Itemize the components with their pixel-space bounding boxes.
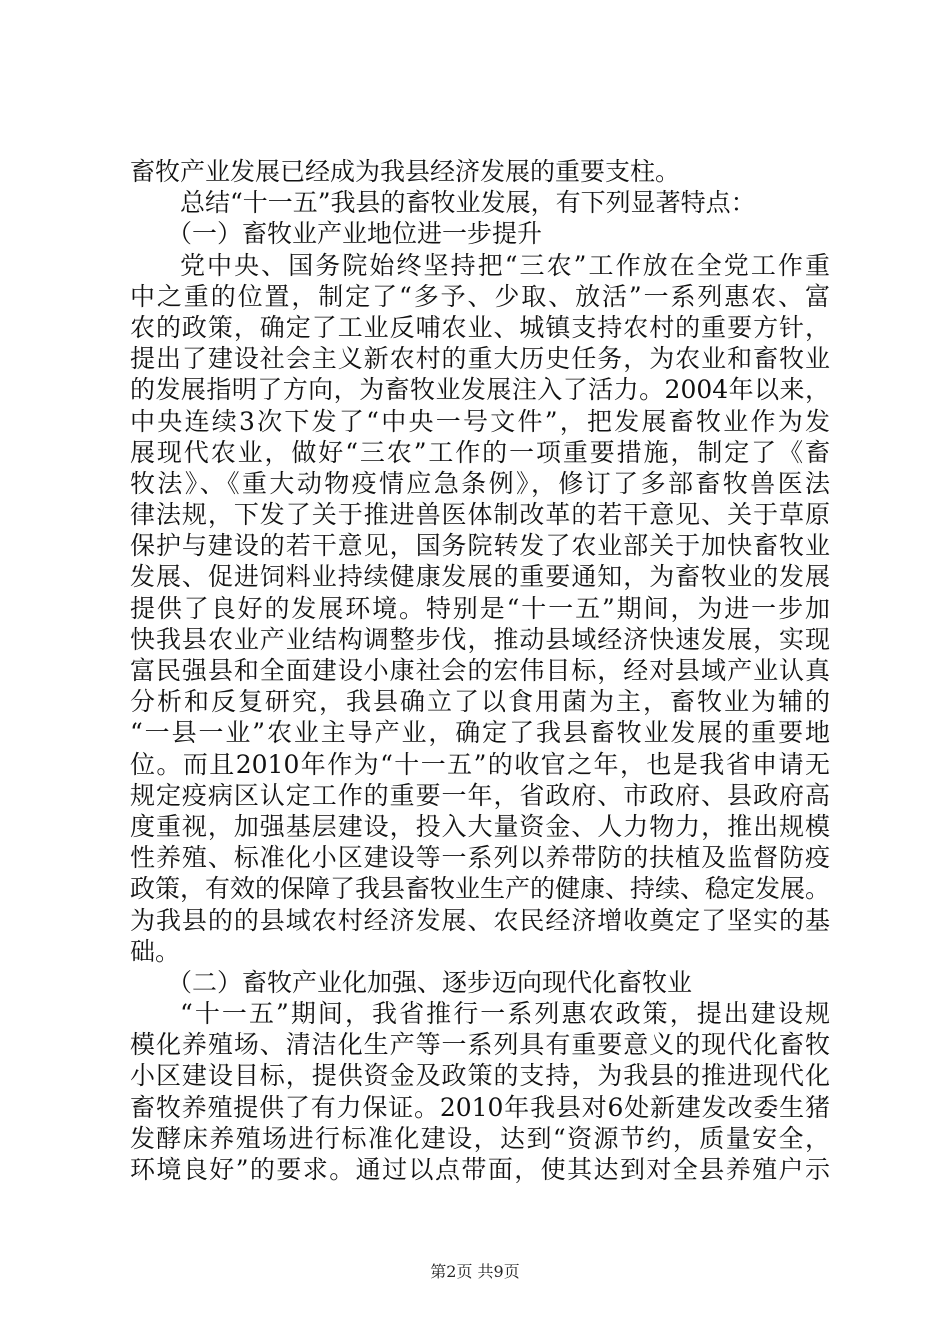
text-line: 牧法》、《重大动物疫情应急条例》，修订了多部畜牧兽医法 [130,468,830,498]
text-line: 发酵床养殖场进行标准化建设，达到“资源节约，质量安全， [130,1123,830,1153]
text-line: 环境良好”的要求。通过以点带面，使其达到对全县养殖户示 [130,1155,830,1184]
text-line: 规定疫病区认定工作的重要一年，省政府、市政府、县政府高 [130,780,830,810]
text-line: 律法规，下发了关于推进兽医体制改革的若干意见、关于草原 [130,500,830,530]
body-text [130,156,830,1185]
text-line: 度重视，加强基层建设，投入大量资金、人力物力，推出规模 [130,811,830,841]
text-line: 党中央、国务院始终坚持把“三农”工作放在全党工作重 [180,250,830,280]
text-line: 保护与建设的若干意见，国务院转发了农业部关于加快畜牧业 [130,531,830,561]
text-line: 性养殖、标准化小区建设等一系列以养带防的扶植及监督防疫 [130,843,830,873]
text-line: 畜牧产业发展已经成为我县经济发展的重要支柱。 [130,157,681,186]
text-line: 快我县农业产业结构调整步伐，推动县域经济快速发展，实现 [130,624,830,654]
text-line: 小区建设目标，提供资金及政策的支持，为我县的推进现代化 [130,1061,830,1091]
text-line: “十一五”期间，我省推行一系列惠农政策，提出建设规 [180,999,830,1029]
text-line: 模化养殖场、清洁化生产等一系列具有重要意义的现代化畜牧 [130,1030,830,1060]
text-line: 中之重的位置，制定了“多予、少取、放活”一系列惠农、富 [130,281,830,311]
text-line: 的发展指明了方向，为畜牧业发展注入了活力。2004年以来， [130,375,830,405]
text-line: 中央连续3次下发了“中央一号文件”，把发展畜牧业作为发 [130,406,830,436]
text-line: 富民强县和全面建设小康社会的宏伟目标，经对县域产业认真 [130,656,830,685]
text-line: （一）畜牧业产业地位进一步提升 [167,219,543,249]
text-line: 分析和反复研究，我县确立了以食用菌为主，畜牧业为辅的 [130,687,830,717]
text-line: 畜牧养殖提供了有力保证。2010年我县对6处新建发改委生猪 [130,1092,830,1122]
text-line: 提出了建设社会主义新农村的重大历史任务，为农业和畜牧业 [130,344,830,374]
text-line: 展现代农业，做好“三农”工作的一项重要措施，制定了《畜 [130,437,830,467]
text-line: 总结“十一五”我县的畜牧业发展，有下列显著特点： [180,188,756,218]
text-line: 农的政策，确定了工业反哺农业、城镇支持农村的重要方针， [130,312,830,342]
text-line: “一县一业”农业主导产业，确定了我县畜牧业发展的重要地 [130,718,830,748]
page-footer: 第2页 共9页 [430,1262,520,1281]
text-line: 为我县的的县域农村经济发展、农民经济增收奠定了坚实的基 [130,905,830,935]
text-line: 位。而且2010年作为“十一五”的收官之年，也是我省申请无 [130,749,830,779]
text-line: （二）畜牧产业化加强、逐步迈向现代化畜牧业 [167,967,693,997]
text-line: 发展、促进饲料业持续健康发展的重要通知，为畜牧业的发展 [130,562,830,592]
text-line: 政策，有效的保障了我县畜牧业生产的健康、持续、稳定发展。 [130,874,830,904]
text-line: 提供了良好的发展环境。特别是“十一五”期间，为进一步加 [130,593,830,623]
text-line: 础。 [130,936,181,966]
